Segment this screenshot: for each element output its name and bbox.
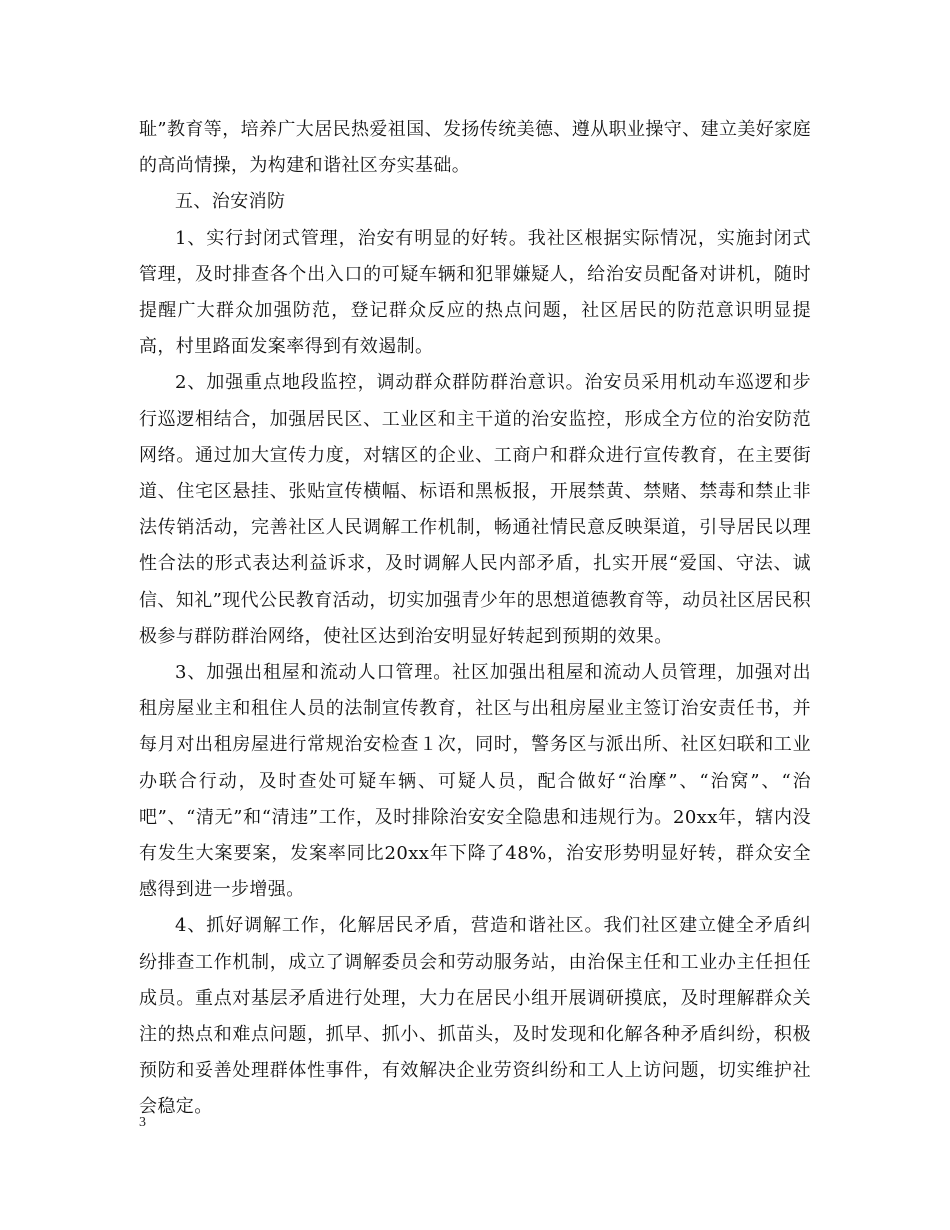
paragraph-rental-management: 3、加强出租屋和流动人口管理。社区加强出租屋和流动人员管理，加强对出租房屋业主和租住人员的法制宣传教育，社区与出租房屋业主签订治安责任书，并每月对出租房屋进行常规治安检查１次，同时，警务区与派出所、社区妇联和工业办联合行动，及时查处可疑车辆、可疑人员，配合做好“治摩”、“治窝”、“治吧”、“清无”和“清违”工作，及时排除治安安全隐患和违规行为。20xx年，辖内没有发生大案要案，发案率同比20xx年下降了48%，治安形势明显好转，群众安全感得到进一步增强。 [139,662,811,901]
paragraph-continuation: 耻”教育等，培养广大居民热爱祖国、发扬传统美德、遵从职业操守、建立美好家庭的高尚情操，为构建和谐社区夯实基础。 [139,119,811,177]
document-body [139,112,811,1126]
paragraph-closed-management: 1、实行封闭式管理，治安有明显的好转。我社区根据实际情况，实施封闭式管理，及时排查各个出入口的可疑车辆和犯罪嫌疑人，给治安员配备对讲机，随时提醒广大群众加强防范，登记群众反应的热点问题，社区居民的防范意识明显提高，村里路面发案率得到有效遏制。 [139,227,811,358]
section-heading-public-security: 五、治安消防 [175,191,286,213]
page-number: 3 [139,1115,146,1130]
paragraph-key-area-monitoring: 2、加强重点地段监控，调动群众群防群治意识。治安员采用机动车巡逻和步行巡逻相结合，加强居民区、工业区和主干道的治安监控，形成全方位的治安防范网络。通过加大宣传力度，对辖区的企业、工商户和群众进行宣传教育，在主要街道、住宅区悬挂、张贴宣传横幅、标语和黑板报，开展禁黄、禁赌、禁毒和禁止非法传销活动，完善社区人民调解工作机制，畅通社情民意反映渠道，引导居民以理性合法的形式表达利益诉求，及时调解人民内部矛盾，扎实开展“爱国、守法、诚信、知礼”现代公民教育活动，切实加强青少年的思想道德教育等，动员社区居民积极参与群防群治网络，使社区达到治安明显好转起到预期的效果。 [139,372,811,647]
paragraph-mediation-work: 4、抓好调解工作，化解居民矛盾，营造和谐社区。我们社区建立健全矛盾纠纷排查工作机制，成立了调解委员会和劳动服务站，由治保主任和工业办主任担任成员。重点对基层矛盾进行处理，大力在居民小组开展调研摸底，及时理解群众关注的热点和难点问题，抓早、抓小、抓苗头，及时发现和化解各种矛盾纠纷，积极预防和妥善处理群体性事件，有效解决企业劳资纠纷和工人上访问题，切实维护社会稳定。 [139,915,811,1118]
